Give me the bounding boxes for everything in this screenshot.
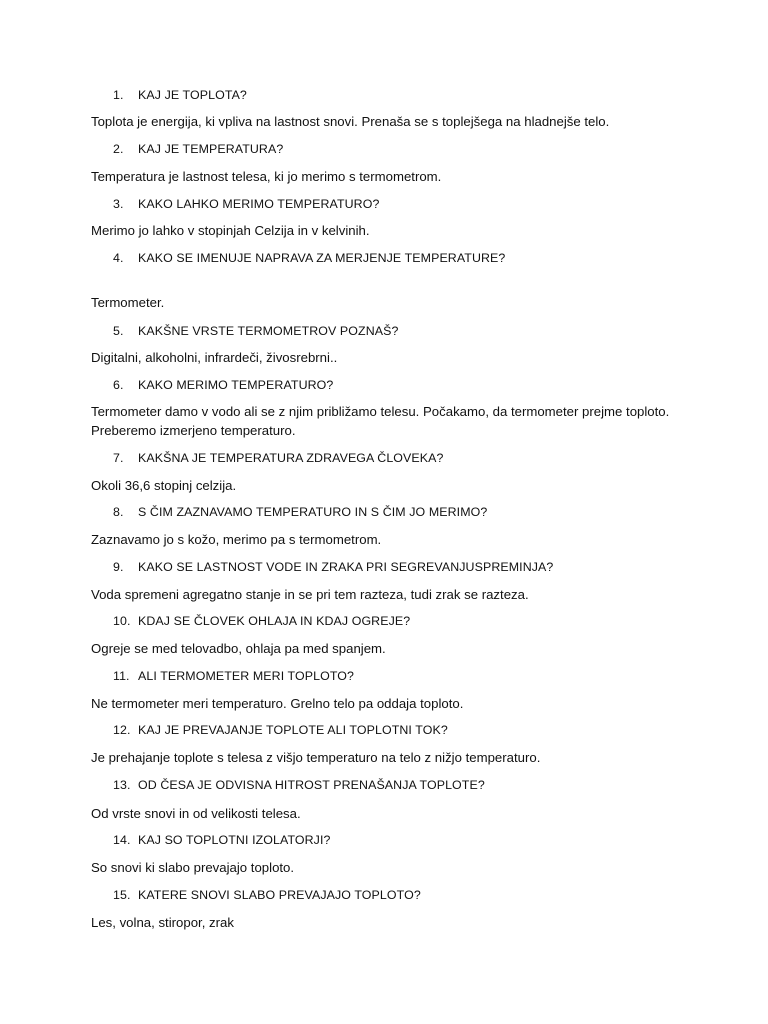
question-text: KDAJ SE ČLOVEK OHLAJA IN KDAJ OGREJE?: [138, 614, 411, 628]
question-number: 12.: [113, 723, 131, 737]
question-number: 2.: [113, 142, 124, 156]
answer-15: Les, volna, stiropor, zrak: [91, 915, 234, 930]
question-text: KAKŠNE VRSTE TERMOMETROV POZNAŠ?: [138, 324, 399, 338]
answer-5: Digitalni, alkoholni, infrardeči, živosrebrni..: [91, 350, 338, 365]
question-number: 4.: [113, 251, 124, 265]
answer-9: Voda spremeni agregatno stanje in se pri tem razteza, tudi zrak se razteza.: [91, 587, 529, 602]
answer-13: Od vrste snovi in od velikosti telesa.: [91, 806, 301, 821]
question-number: 3.: [113, 197, 124, 211]
question-number: 7.: [113, 451, 124, 465]
question-8: [113, 504, 487, 520]
question-text: KATERE SNOVI SLABO PREVAJAJO TOPLOTO?: [138, 888, 421, 902]
question-5: [113, 323, 398, 339]
question-number: 5.: [113, 324, 124, 338]
answer-11: Ne termometer meri temperaturo. Grelno telo pa oddaja toploto.: [91, 696, 464, 711]
question-9: [113, 559, 553, 575]
question-14: [113, 832, 331, 848]
question-1: [113, 87, 247, 103]
answer-8: Zaznavamo jo s kožo, merimo pa s termometrom.: [91, 532, 382, 547]
answer-1: Toplota je energija, ki vpliva na lastnost snovi. Prenaša se s toplejšega na hladnejše telo.: [91, 114, 610, 129]
question-text: OD ČESA JE ODVISNA HITROST PRENAŠANJA TOPLOTE?: [138, 778, 485, 792]
question-text: ALI TERMOMETER MERI TOPLOTO?: [138, 669, 355, 683]
question-3: [113, 196, 379, 212]
question-text: KAJ JE TOPLOTA?: [138, 88, 247, 102]
question-text: KAKO SE IMENUJE NAPRAVA ZA MERJENJE TEMPERATURE?: [138, 251, 506, 265]
question-number: 14.: [113, 833, 131, 847]
question-number: 10.: [113, 614, 131, 628]
question-number: 11.: [113, 669, 130, 683]
answer-4: Termometer.: [91, 295, 165, 310]
answer-14: So snovi ki slabo prevajajo toploto.: [91, 860, 295, 875]
question-text: KAKO SE LASTNOST VODE IN ZRAKA PRI SEGREVANJUSPREMINJA?: [138, 560, 554, 574]
question-15: [113, 887, 421, 903]
answer-3: Merimo jo lahko v stopinjah Celzija in v kelvinih.: [91, 223, 370, 238]
answer-10: Ogreje se med telovadbo, ohlaja pa med spanjem.: [91, 641, 386, 656]
question-text: S ČIM ZAZNAVAMO TEMPERATURO IN S ČIM JO MERIMO?: [138, 505, 488, 519]
question-text: KAJ SO TOPLOTNI IZOLATORJI?: [138, 833, 331, 847]
question-number: 9.: [113, 560, 124, 574]
question-number: 6.: [113, 378, 124, 392]
question-13: [113, 777, 485, 793]
answer-6: Termometer damo v vodo ali se z njim približamo telesu. Počakamo, da termometer prejme toploto. Preberemo izmerjeno temperaturo.: [91, 404, 670, 438]
answer-7: Okoli 36,6 stopinj celzija.: [91, 478, 237, 493]
question-number: 8.: [113, 505, 124, 519]
question-11: [113, 668, 354, 684]
answer-12: Je prehajanje toplote s telesa z višjo temperaturo na telo z nižjo temperaturo.: [91, 750, 541, 765]
question-text: KAJ JE PREVAJANJE TOPLOTE ALI TOPLOTNI TOK?: [138, 723, 448, 737]
question-12: [113, 722, 448, 738]
question-number: 1.: [113, 88, 124, 102]
question-text: KAKŠNA JE TEMPERATURA ZDRAVEGA ČLOVEKA?: [138, 451, 444, 465]
question-4: [113, 250, 505, 266]
question-2: [113, 141, 283, 157]
question-text: KAJ JE TEMPERATURA?: [138, 142, 284, 156]
question-10: [113, 613, 410, 629]
question-7: [113, 450, 444, 466]
question-number: 15.: [113, 888, 131, 902]
question-text: KAKO MERIMO TEMPERATURO?: [138, 378, 334, 392]
question-text: KAKO LAHKO MERIMO TEMPERATURO?: [138, 197, 380, 211]
question-number: 13.: [113, 778, 131, 792]
question-6: [113, 377, 333, 393]
answer-2: Temperatura je lastnost telesa, ki jo merimo s termometrom.: [91, 169, 442, 184]
